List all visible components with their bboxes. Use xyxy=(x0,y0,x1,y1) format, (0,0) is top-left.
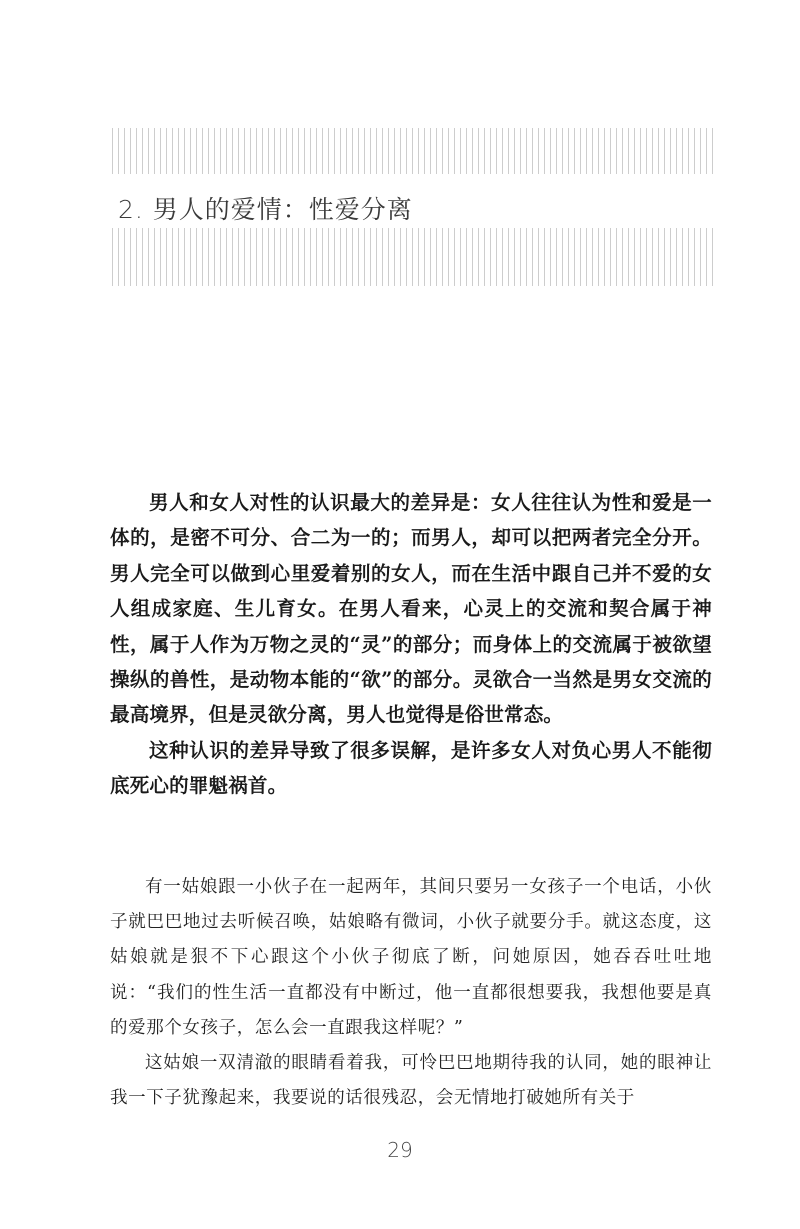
chapter-header xyxy=(112,128,716,286)
page-number: 29 xyxy=(387,1138,413,1162)
paragraph: 有一姑娘跟一小伙子在一起两年，其间只要另一女孩子一个电话，小伙子就巴巴地过去听候召唤，姑娘略有微词，小伙子就要分手。就这态度，这姑娘就是狠不下心跟这个小伙子彻底了断，问她原因，她吞吞吐吐地说：“我们的性生活一直都没有中断过，他一直都很想要我，我想他要是真的爱那个女孩子，怎么会一直跟我这样呢？” xyxy=(110,877,712,1038)
section-one xyxy=(110,485,712,804)
header-hatch-bottom xyxy=(112,228,716,286)
paragraph: 这种认识的差异导致了很多误解，是许多女人对负心男人不能彻底死心的罪魁祸首。 xyxy=(110,738,712,798)
section-two xyxy=(110,870,712,1116)
chapter-title: 2. 男人的爱情：性爱分离 xyxy=(118,195,413,224)
header-hatch-top xyxy=(112,128,716,174)
paragraph: 男人和女人对性的认识最大的差异是：女人往往认为性和爱是一体的，是密不可分、合二为一的；而男人，却可以把两者完全分开。男人完全可以做到心里爱着别的女人，而在生活中跟自己并不爱的女人组成家庭、生儿育女。在男人看来，心灵上的交流和契合属于神性，属于人作为万物之灵的“灵”的部分；而身体上的交流属于被欲望操纵的兽性，是动物本能的“欲”的部分。灵欲合一当然是男女交流的最高境界，但是灵欲分离，男人也觉得是俗世常态。 xyxy=(110,491,712,727)
paragraph: 这姑娘一双清澈的眼睛看着我，可怜巴巴地期待我的认同，她的眼神让我一下子犹豫起来，我要说的话很残忍，会无情地打破她所有关于 xyxy=(110,1053,712,1109)
